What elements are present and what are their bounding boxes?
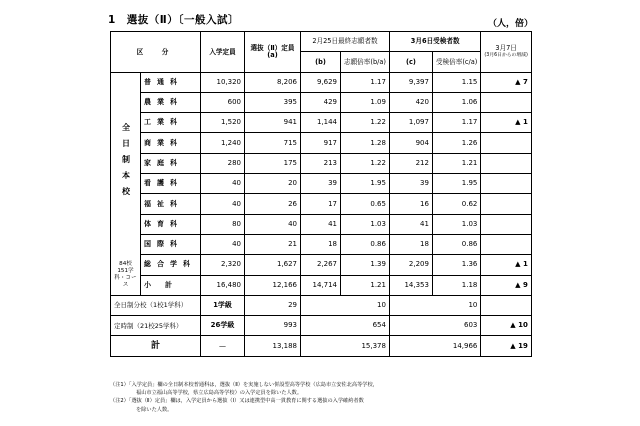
branch-c: 10 [389,295,480,315]
header-examinees-sub: (c) [389,52,432,72]
table-row [111,174,532,194]
cell-change: ▲ 7 [481,72,531,92]
table-row [111,194,532,214]
cell-capacity: 1,520 [201,113,245,133]
cell-c-ratio: 1.18 [432,275,480,295]
cell-a: 8,206 [245,72,301,92]
cell-a: 395 [245,92,301,112]
cell-c-ratio: 0.86 [432,234,480,254]
cell-c: 41 [389,214,432,234]
cell-capacity: 280 [201,153,245,173]
cell-c: 420 [389,92,432,112]
cell-b: 14,714 [301,275,341,295]
cell-c: 39 [389,174,432,194]
header-exam-ratio: 受検倍率(c/a) [432,52,480,72]
header-applicants: 2月25日最終志願者数 [301,32,390,52]
cell-c-ratio: 0.62 [432,194,480,214]
cell-c: 9,397 [389,72,432,92]
cell-b-ratio: 0.65 [341,194,390,214]
table-row [111,72,532,92]
cell-a: 715 [245,133,301,153]
branch-change [481,295,531,315]
row-name: 農業科 [141,92,201,112]
footnote-line: 福山市立福山高等学校，県立広島高等学校）の入学定員を除いた人数。 [136,390,303,397]
header-examinees: 3月6日受検者数 [389,32,480,52]
table-row [111,255,532,275]
cell-b: 1,144 [301,113,341,133]
parttime-label: 定時制（21校25学科） [111,316,201,336]
fulltime-count-cell [111,255,141,296]
cell-change [481,194,531,214]
cell-change [481,153,531,173]
cell-capacity: 16,480 [201,275,245,295]
parttime-a: 993 [245,316,301,336]
cell-c: 18 [389,234,432,254]
fulltime-schools: 84校 [119,260,132,267]
cell-change [481,92,531,112]
cell-change: ▲ 1 [481,255,531,275]
cell-c-ratio: 1.36 [432,255,480,275]
cell-capacity: 1,240 [201,133,245,153]
cell-b: 2,267 [301,255,341,275]
header-sel2-sub: (a) [267,50,278,59]
cell-c: 16 [389,194,432,214]
branch-b: 10 [301,295,390,315]
row-name: 体育科 [141,214,201,234]
cell-change [481,214,531,234]
branch-capacity: 1学級 [201,295,245,315]
parttime-b: 654 [301,316,390,336]
cell-change: ▲ 1 [481,113,531,133]
cell-a: 12,166 [245,275,301,295]
parttime-c: 603 [389,316,480,336]
cell-b-ratio: 1.28 [341,133,390,153]
cell-b: 18 [301,234,341,254]
header-sel2-label: 選抜（Ⅱ）定員 [250,44,295,53]
branch-row [111,295,532,315]
row-name: 普通科 [141,72,201,92]
fulltime-label-cell [111,72,141,255]
cell-a: 20 [245,174,301,194]
cell-b-ratio: 1.09 [341,92,390,112]
cell-capacity: 600 [201,92,245,112]
cell-capacity: 40 [201,194,245,214]
row-name: 福祉科 [141,194,201,214]
cell-c-ratio: 1.03 [432,214,480,234]
cell-change: ▲ 9 [481,275,531,295]
row-name: 商業科 [141,133,201,153]
header-mar7-sub: (3月6日からの増減) [484,53,528,59]
total-a: 13,188 [245,336,301,356]
cell-c: 14,353 [389,275,432,295]
cell-b: 917 [301,133,341,153]
total-row [111,336,532,356]
cell-b: 429 [301,92,341,112]
cell-capacity: 10,320 [201,72,245,92]
table-row [111,133,532,153]
header-sel2-capacity [245,32,301,73]
branch-label: 全日制分校（1校1学科） [111,295,201,315]
row-name: 総合学科 [141,255,201,275]
row-name: 家庭科 [141,153,201,173]
table-row [111,153,532,173]
total-capacity: — [201,336,245,356]
cell-a: 1,627 [245,255,301,275]
row-name: 国際科 [141,234,201,254]
header-capacity: 入学定員 [201,32,245,73]
cell-capacity: 2,320 [201,255,245,275]
header-mar7 [481,32,531,73]
cell-b-ratio: 1.22 [341,113,390,133]
footnote-line: （注1）「入学定員」欄の全日制本校普通科は，選抜（Ⅱ）を実施しない併設型高等学校（広島市立安佐北高等学校， [110,382,378,388]
header-category: 区 分 [111,32,201,73]
cell-b-ratio: 0.86 [341,234,390,254]
cell-change [481,133,531,153]
cell-a: 941 [245,113,301,133]
cell-c-ratio: 1.21 [432,153,480,173]
row-name: 看護科 [141,174,201,194]
cell-c: 2,209 [389,255,432,275]
cell-b: 9,629 [301,72,341,92]
cell-b-ratio: 1.95 [341,174,390,194]
cell-c-ratio: 1.95 [432,174,480,194]
row-name: 工業科 [141,113,201,133]
cell-b-ratio: 1.21 [341,275,390,295]
footnotes [110,381,530,414]
cell-b-ratio: 1.17 [341,72,390,92]
cell-a: 26 [245,194,301,214]
cell-b: 41 [301,214,341,234]
cell-b: 39 [301,174,341,194]
cell-a: 175 [245,153,301,173]
header-row-1 [111,32,532,52]
admissions-table [110,31,532,357]
branch-a: 29 [245,295,301,315]
cell-c-ratio: 1.06 [432,92,480,112]
header-applicants-sub: (b) [301,52,341,72]
total-b: 15,378 [301,336,390,356]
header-app-ratio: 志願倍率(b/a) [341,52,390,72]
cell-change [481,234,531,254]
fulltime-label: 全日制本校 [121,122,131,203]
cell-change [481,174,531,194]
cell-a: 40 [245,214,301,234]
cell-c-ratio: 1.26 [432,133,480,153]
fulltime-courses: 151学科・コース [114,267,137,288]
cell-b-ratio: 1.22 [341,153,390,173]
parttime-capacity: 26学級 [201,316,245,336]
cell-c-ratio: 1.15 [432,72,480,92]
table-row [111,214,532,234]
cell-capacity: 40 [201,174,245,194]
cell-capacity: 40 [201,234,245,254]
cell-b: 213 [301,153,341,173]
header-mar7-label: 3月7日 [495,43,517,52]
cell-b: 17 [301,194,341,214]
cell-c: 212 [389,153,432,173]
footnote-line: を除いた人数。 [136,406,173,413]
cell-capacity: 80 [201,214,245,234]
table-row [111,113,532,133]
row-name: 小計 [141,275,201,295]
footnote-line: （注2）「選抜（Ⅱ）定員」欄は，入学定員から選抜（Ⅰ）又は連携型中高一貫教育に関する選抜の入学確約者数 [110,398,364,405]
cell-b-ratio: 1.03 [341,214,390,234]
parttime-row [111,316,532,336]
subtotal-row [111,275,532,295]
page-title: 1 選抜（Ⅱ）〔一般入試〕 [108,14,239,26]
total-change: ▲ 19 [481,336,531,356]
unit-label: （人，倍） [488,19,534,29]
cell-c: 1,097 [389,113,432,133]
table-row [111,234,532,254]
table-row [111,92,532,112]
cell-c-ratio: 1.17 [432,113,480,133]
parttime-change: ▲ 10 [481,316,531,336]
cell-c: 904 [389,133,432,153]
cell-b-ratio: 1.39 [341,255,390,275]
cell-a: 21 [245,234,301,254]
total-c: 14,966 [389,336,480,356]
total-label: 計 [111,336,201,356]
